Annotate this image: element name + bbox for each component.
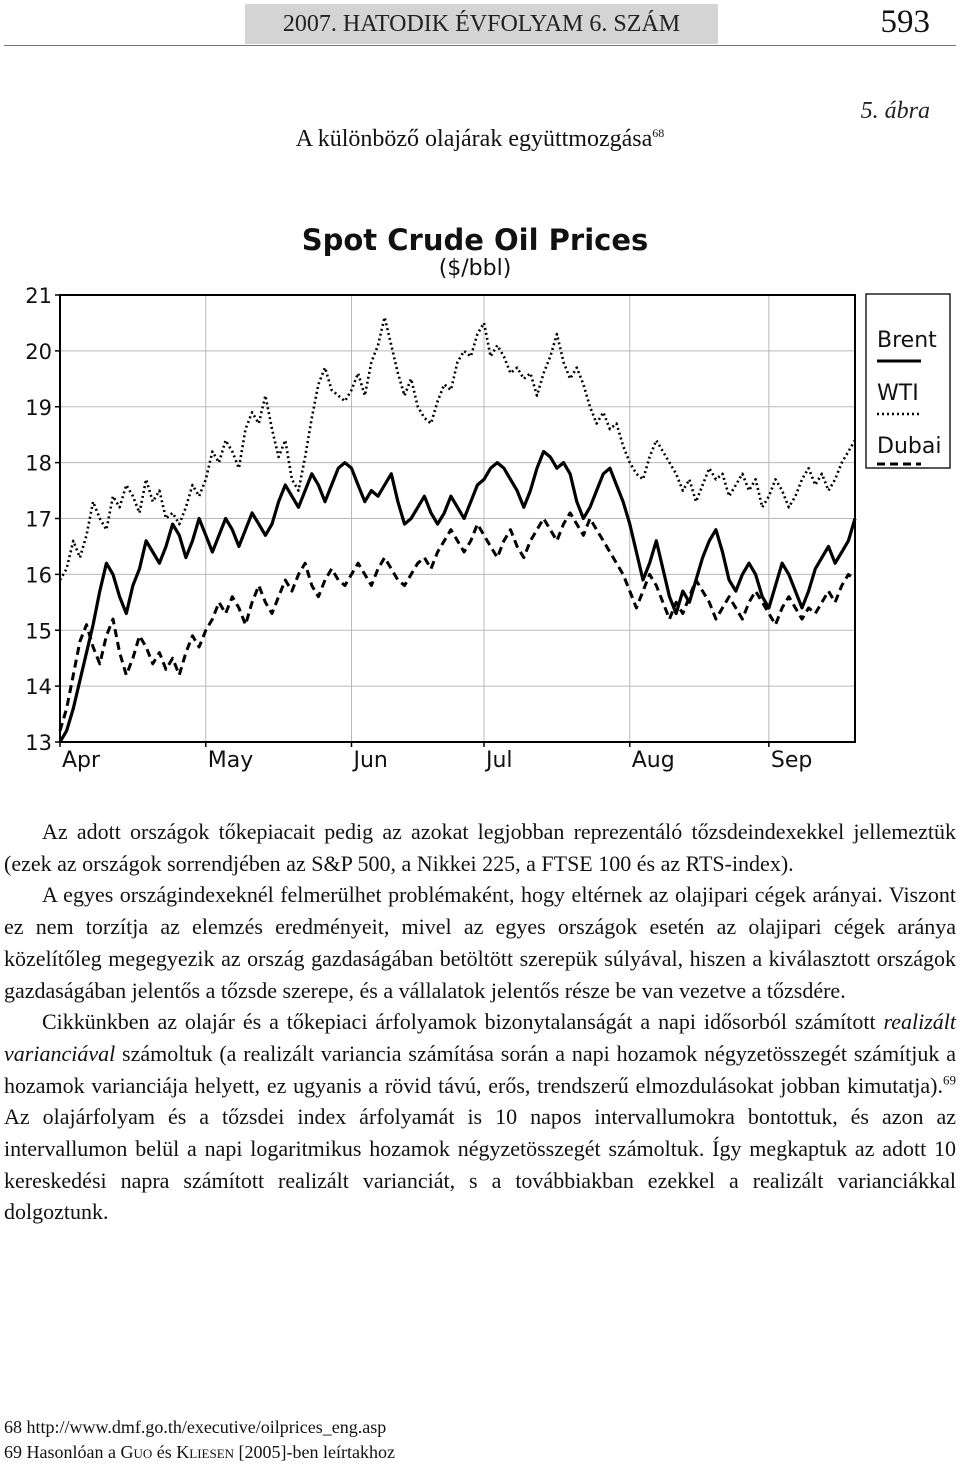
paragraph-1: Az adott országok tőkepiacait pedig az azokat legjobban reprezentáló tőzsdeindexekkel jellemeztük (ezek az országok sorrendjében az S&P 500, a Nikkei 225, a FTSE 100 és az RTS-index). [4,819,956,876]
x-axis-ticks [60,742,812,773]
footnote-69-text-b: [2005]-ben leírtakhoz [234,1442,395,1462]
footnote-ref-69: 69 [943,1072,956,1088]
series-line-dubai [60,513,855,731]
y-axis-ticks [25,284,60,755]
footnote-69 [4,1441,395,1463]
figure-title [0,126,960,153]
legend-label-wti: WTI [877,381,919,406]
footnote-69-author-1: Guo [120,1442,153,1462]
y-tick-label-16: 16 [25,563,52,588]
x-tick-label-aug: Aug [631,748,675,773]
y-tick-label-13: 13 [25,731,52,755]
header-divider [4,45,956,46]
paragraph-2: A egyes országindexeknél felmerülhet problémaként, hogy eltérnek az olajipari cégek arányai. Viszont ez nem torzítja az elemzés eredményeit, mivel az egyes országok esetén az olajipari cégek aránya közelítőleg megegyezik az ország gazdaságában betöltött szerepük súlyával, hiszen a kiválasztott országok gazdaságában jelentős a tőzsde szerepe, és a vállalatok jelentős része be van vezetve a tőzsdére. [4,882,956,1003]
paragraph-3-part-c: Az olajárfolyam és a tőzsdei index árfolyamát is 10 napos intervallumokra bontottuk, és azon az intervallumon belül a napi logaritmikus hozamok négyzetösszegét számoltuk. Így megkaptuk az adott 10 kereskedési napra számított realizált varianciát, s a továbbiakban ezekkel a realizált varianciákkal dolgoztunk. [4,1104,956,1225]
paragraph-3 [4,1006,956,1228]
x-tick-label-may: May [207,748,254,773]
x-tick-label-jul: Jul [486,748,513,773]
footnote-69-author-2: Kliesen [176,1442,235,1462]
figure-footnote-ref: 68 [652,126,665,140]
y-tick-label-21: 21 [25,284,52,308]
x-tick-label-apr: Apr [62,748,101,773]
running-title: 2007. HATODIK ÉVFOLYAM 6. SZÁM [282,11,681,37]
paragraph-3-term: realizált varianciával [4,1009,956,1066]
y-tick-label-17: 17 [25,507,52,532]
y-tick-label-18: 18 [25,451,52,476]
y-tick-label-20: 20 [25,339,52,364]
legend-label-dubai: Dubai [877,434,942,459]
y-tick-label-19: 19 [25,395,52,420]
series-line-brent [60,452,855,743]
footnote-69-text-mid: és [152,1442,177,1462]
footnote-68: 68 http://www.dmf.go.th/executive/oilprices_eng.asp [4,1417,387,1437]
y-tick-label-14: 14 [25,675,52,700]
x-tick-label-jun: Jun [353,748,388,773]
series-lines [60,317,855,742]
chart-title: Spot Crude Oil Prices [301,223,649,257]
y-tick-label-15: 15 [25,619,52,644]
paragraph-3-part-b: számoltuk (a realizált variancia számítása során a napi hozamok négyzetösszegét számítjuk a hozamok varianciája helyett, ez ugyanis a rövid távú, erős, trendszerű elmozdulásokat jobban kimutatja). [4,1040,956,1098]
chart-legend [866,294,950,468]
legend-label-brent: Brent [877,328,937,353]
paragraph-3-part-a: Cikkünkben az olajár és a tőkepiaci árfolyamok bizonytalanságát a napi idősorból számított [42,1009,884,1035]
x-tick-label-sep: Sep [770,748,813,773]
page-number: 593 [880,4,930,40]
figure-label: 5. ábra [860,98,930,124]
chart-subtitle: ($/bbl) [438,256,512,281]
body-text [4,816,956,1228]
figure-title-text: A különböző olajárak együttmozgása [295,126,653,152]
footnote-69-text-a: 69 Hasonlóan a [4,1442,121,1462]
oil-price-chart [0,200,960,790]
